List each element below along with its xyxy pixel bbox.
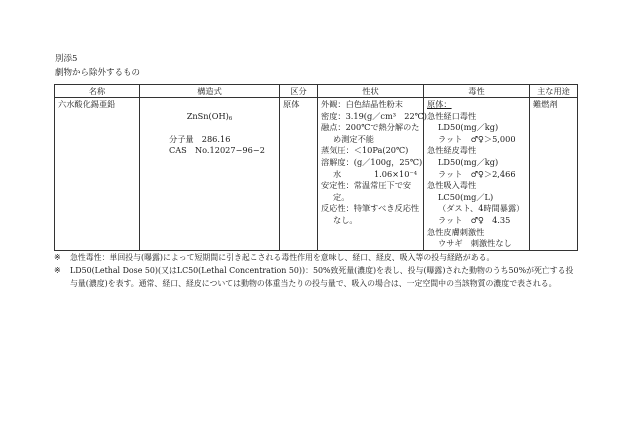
skin-irritation-label: 急性皮膚刺激性 [427,226,485,237]
header-use: 主な用途 [530,85,578,98]
property-line: 蒸気圧：＜10Pa(20℃) [321,145,409,156]
header-category: 区分 [280,85,318,98]
exclusion-table [54,84,578,251]
dermal-toxicity-unit: LD50(mg／kg) [438,156,499,167]
header-properties: 性状 [318,85,424,98]
footnote-acute-toxicity [54,252,578,265]
property-line: なし。 [333,214,358,225]
chemical-formula [143,111,276,123]
cell-structure [140,98,280,251]
table-header-row [55,85,578,98]
inhalation-toxicity-unit: LC50(mg／L) [438,191,494,202]
footnote-text: 急性毒性：単回投与(曝露)によって短期間に引き起こされる毒性作用を意味し、経口、経皮、吸入等の投与経路がある。 [70,253,495,262]
cell-toxicity [424,98,530,251]
formula-subscript: 6 [228,115,233,122]
property-line: め測定不能 [333,133,374,144]
oral-toxicity-label: 急性経口毒性 [427,110,477,121]
molecular-weight: 分子量 286.16 [169,133,231,144]
property-line: 外観：白色結晶性粉末 [321,99,403,109]
property-line: 定。 [333,191,350,202]
property-line: 安定性：常温常圧下で安 [321,180,412,191]
oral-toxicity-value: ラット ♂♀＞5,000 [438,133,516,144]
footnote-mark: ※ [54,253,61,262]
cell-properties [318,98,428,251]
header-name: 名称 [55,85,140,98]
header-structure: 構造式 [140,85,280,98]
annex-label: 別添5 [55,54,78,64]
footnote-ld50 [54,265,578,290]
cell-category [280,98,318,251]
cell-use [530,98,578,251]
toxicity-heading: 原体： [427,99,452,109]
cas-number: CAS No.12027−96−2 [169,145,265,156]
main-use: 難燃剤 [533,99,558,109]
footnote-mark: ※ [54,266,61,275]
cell-name [55,98,140,251]
category-value: 原体 [283,99,300,109]
substance-name: 六水酸化錫亜鉛 [58,99,116,109]
property-line: 水 1.06×10⁻⁴ [333,168,418,179]
property-line: 溶解度：(g／100g，25℃) [321,156,423,167]
footnote-text: LD50(Lethal Dose 50)(又はLC50(Lethal Concentration 50))：50%致死量(濃度)を表し、投与(曝露)された動物のうち50%が死亡する投与量(濃度)を表す。通常、経口、経皮については動物の体重当たりの投与量で、吸入の場合は、一定空間中の当該物質の濃度で表される。 [70,266,574,288]
dermal-toxicity-label: 急性経皮毒性 [427,145,477,156]
inhalation-toxicity-note: （ダスト、4時間暴露） [438,203,525,214]
document-subtitle: 劇物から除外するもの [55,68,141,78]
oral-toxicity-unit: LD50(mg／kg) [438,122,499,133]
property-line: 融点：200℃で熱分解のた [321,122,420,133]
inhalation-toxicity-value: ラット ♂♀ 4.35 [438,214,511,225]
dermal-toxicity-value: ラット ♂♀＞2,466 [438,168,516,179]
property-line: 密度：3.19(g／cm³ 22℃) [321,110,428,121]
formula-base: ZnSn(OH) [186,110,229,121]
table-row [55,98,578,251]
property-line: 反応性：特筆すべき反応性 [321,203,420,214]
inhalation-toxicity-label: 急性吸入毒性 [427,180,477,191]
skin-irritation-value: ウサギ 刺激性なし [438,238,512,249]
header-toxicity: 毒性 [424,85,530,98]
